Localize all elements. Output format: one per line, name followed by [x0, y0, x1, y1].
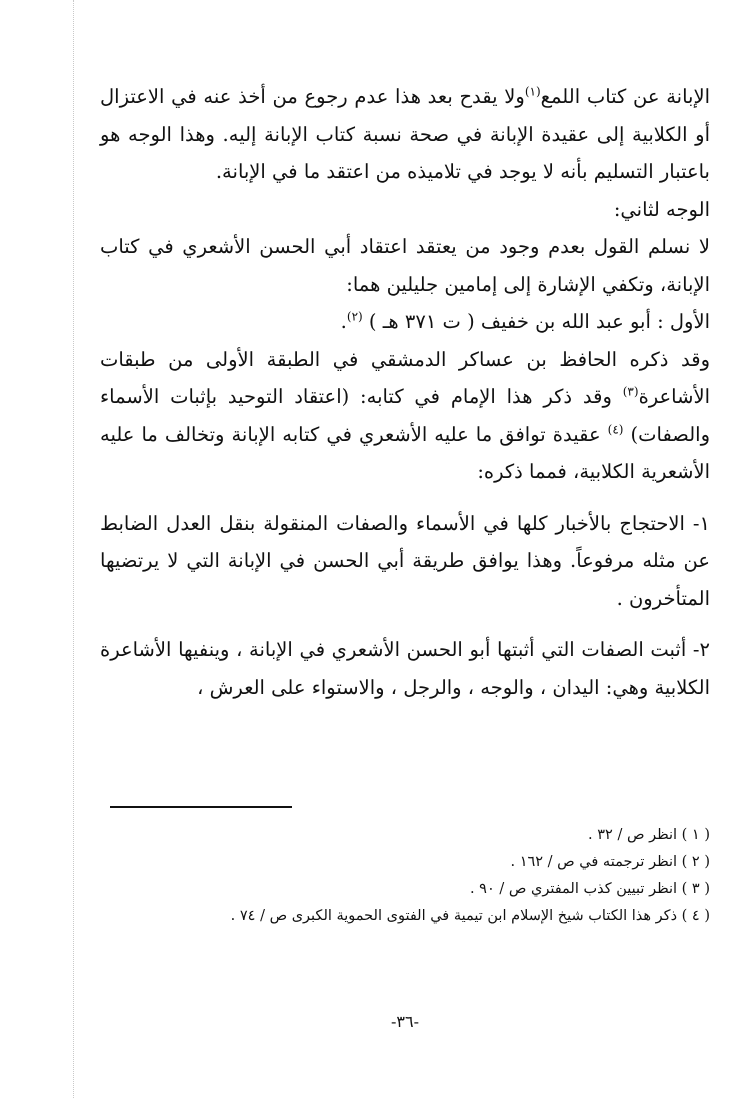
footnote-separator — [110, 806, 292, 808]
footnote-ref-4: (٤) — [607, 422, 624, 436]
footnote-3: ( ٣ ) انظر تبيين كذب المفتري ص / ٩٠ . — [469, 881, 710, 897]
left-margin-line — [73, 0, 74, 1098]
footnote-2: ( ٢ ) انظر ترجمته في ص / ١٦٢ . — [510, 854, 710, 870]
page-number: -٣٦- — [391, 1012, 419, 1031]
footnote-ref-3: (٣) — [622, 384, 639, 399]
paragraph-5: وقد ذكره الحافظ بن عساكر الدمشقي في الطبقة الأولى من طبقات الأشاعرة$^{(٣)}$ وقد ذكر هذا الإمام في كتابه: (اعتقاد التوحيد بإثبات الأسماء والصفات) $^{(٤)}$ عقيدة توافق ما عليه الأشعري في كتابه الإبانة وتخالف ما عليه الأشعرية الكلابية، فمما ذكره: — [100, 347, 710, 483]
footnote-4: ( ٤ ) ذكر هذا الكتاب شيخ الإسلام ابن تيمية في الفتوى الحموية الكبرى ص / ٧٤ . — [230, 908, 710, 924]
footnote-ref-2: (٢) — [346, 309, 363, 324]
footnote-ref-1: (١) — [524, 84, 541, 99]
page — [100, 78, 710, 1031]
paragraph-6: ١- الاحتجاج بالأخبار كلها في الأسماء والصفات المنقولة بنقل العدل الضابط عن مثله مرفوعاً. وهذا يوافق طريقة أبي الحسن في الإبانة التي لا يرتضيها المتأخرون . — [100, 511, 710, 610]
footnotes — [110, 822, 710, 930]
footnote-1: ( ١ ) انظر ص / ٣٢ . — [588, 827, 710, 843]
paragraph-2: الوجه لثاني: — [613, 197, 710, 221]
body-text — [100, 78, 710, 706]
paragraph-4: الأول : أبو عبد الله بن خفيف ( ت ٣٧١ هـ ) $^{(٢)}$. — [340, 309, 710, 333]
paragraph-3: لا نسلم القول بعدم وجود من يعتقد اعتقاد أبي الحسن الأشعري في كتاب الإبانة، وتكفي الإشارة إلى إمامين جليلين هما: — [100, 235, 710, 296]
paragraph-1: الإبانة عن كتاب اللمع$^{(١)}$ولا يقدح بعد هذا عدم رجوع من أخذ عنه في الاعتزال أو الكلابية إلى عقيدة الإبانة في صحة نسبة كتاب الإبانة إليه. وهذا الوجه هو باعتبار التسليم بأنه لا يوجد في تلاميذه من اعتقد ما في الإبانة. — [100, 84, 710, 183]
paragraph-7: ٢- أثبت الصفات التي أثبتها أبو الحسن الأشعري في الإبانة ، وينفيها الأشاعرة الكلابية وهي: اليدان ، والوجه ، والرجل ، والاستواء على العرش ، — [100, 638, 710, 699]
